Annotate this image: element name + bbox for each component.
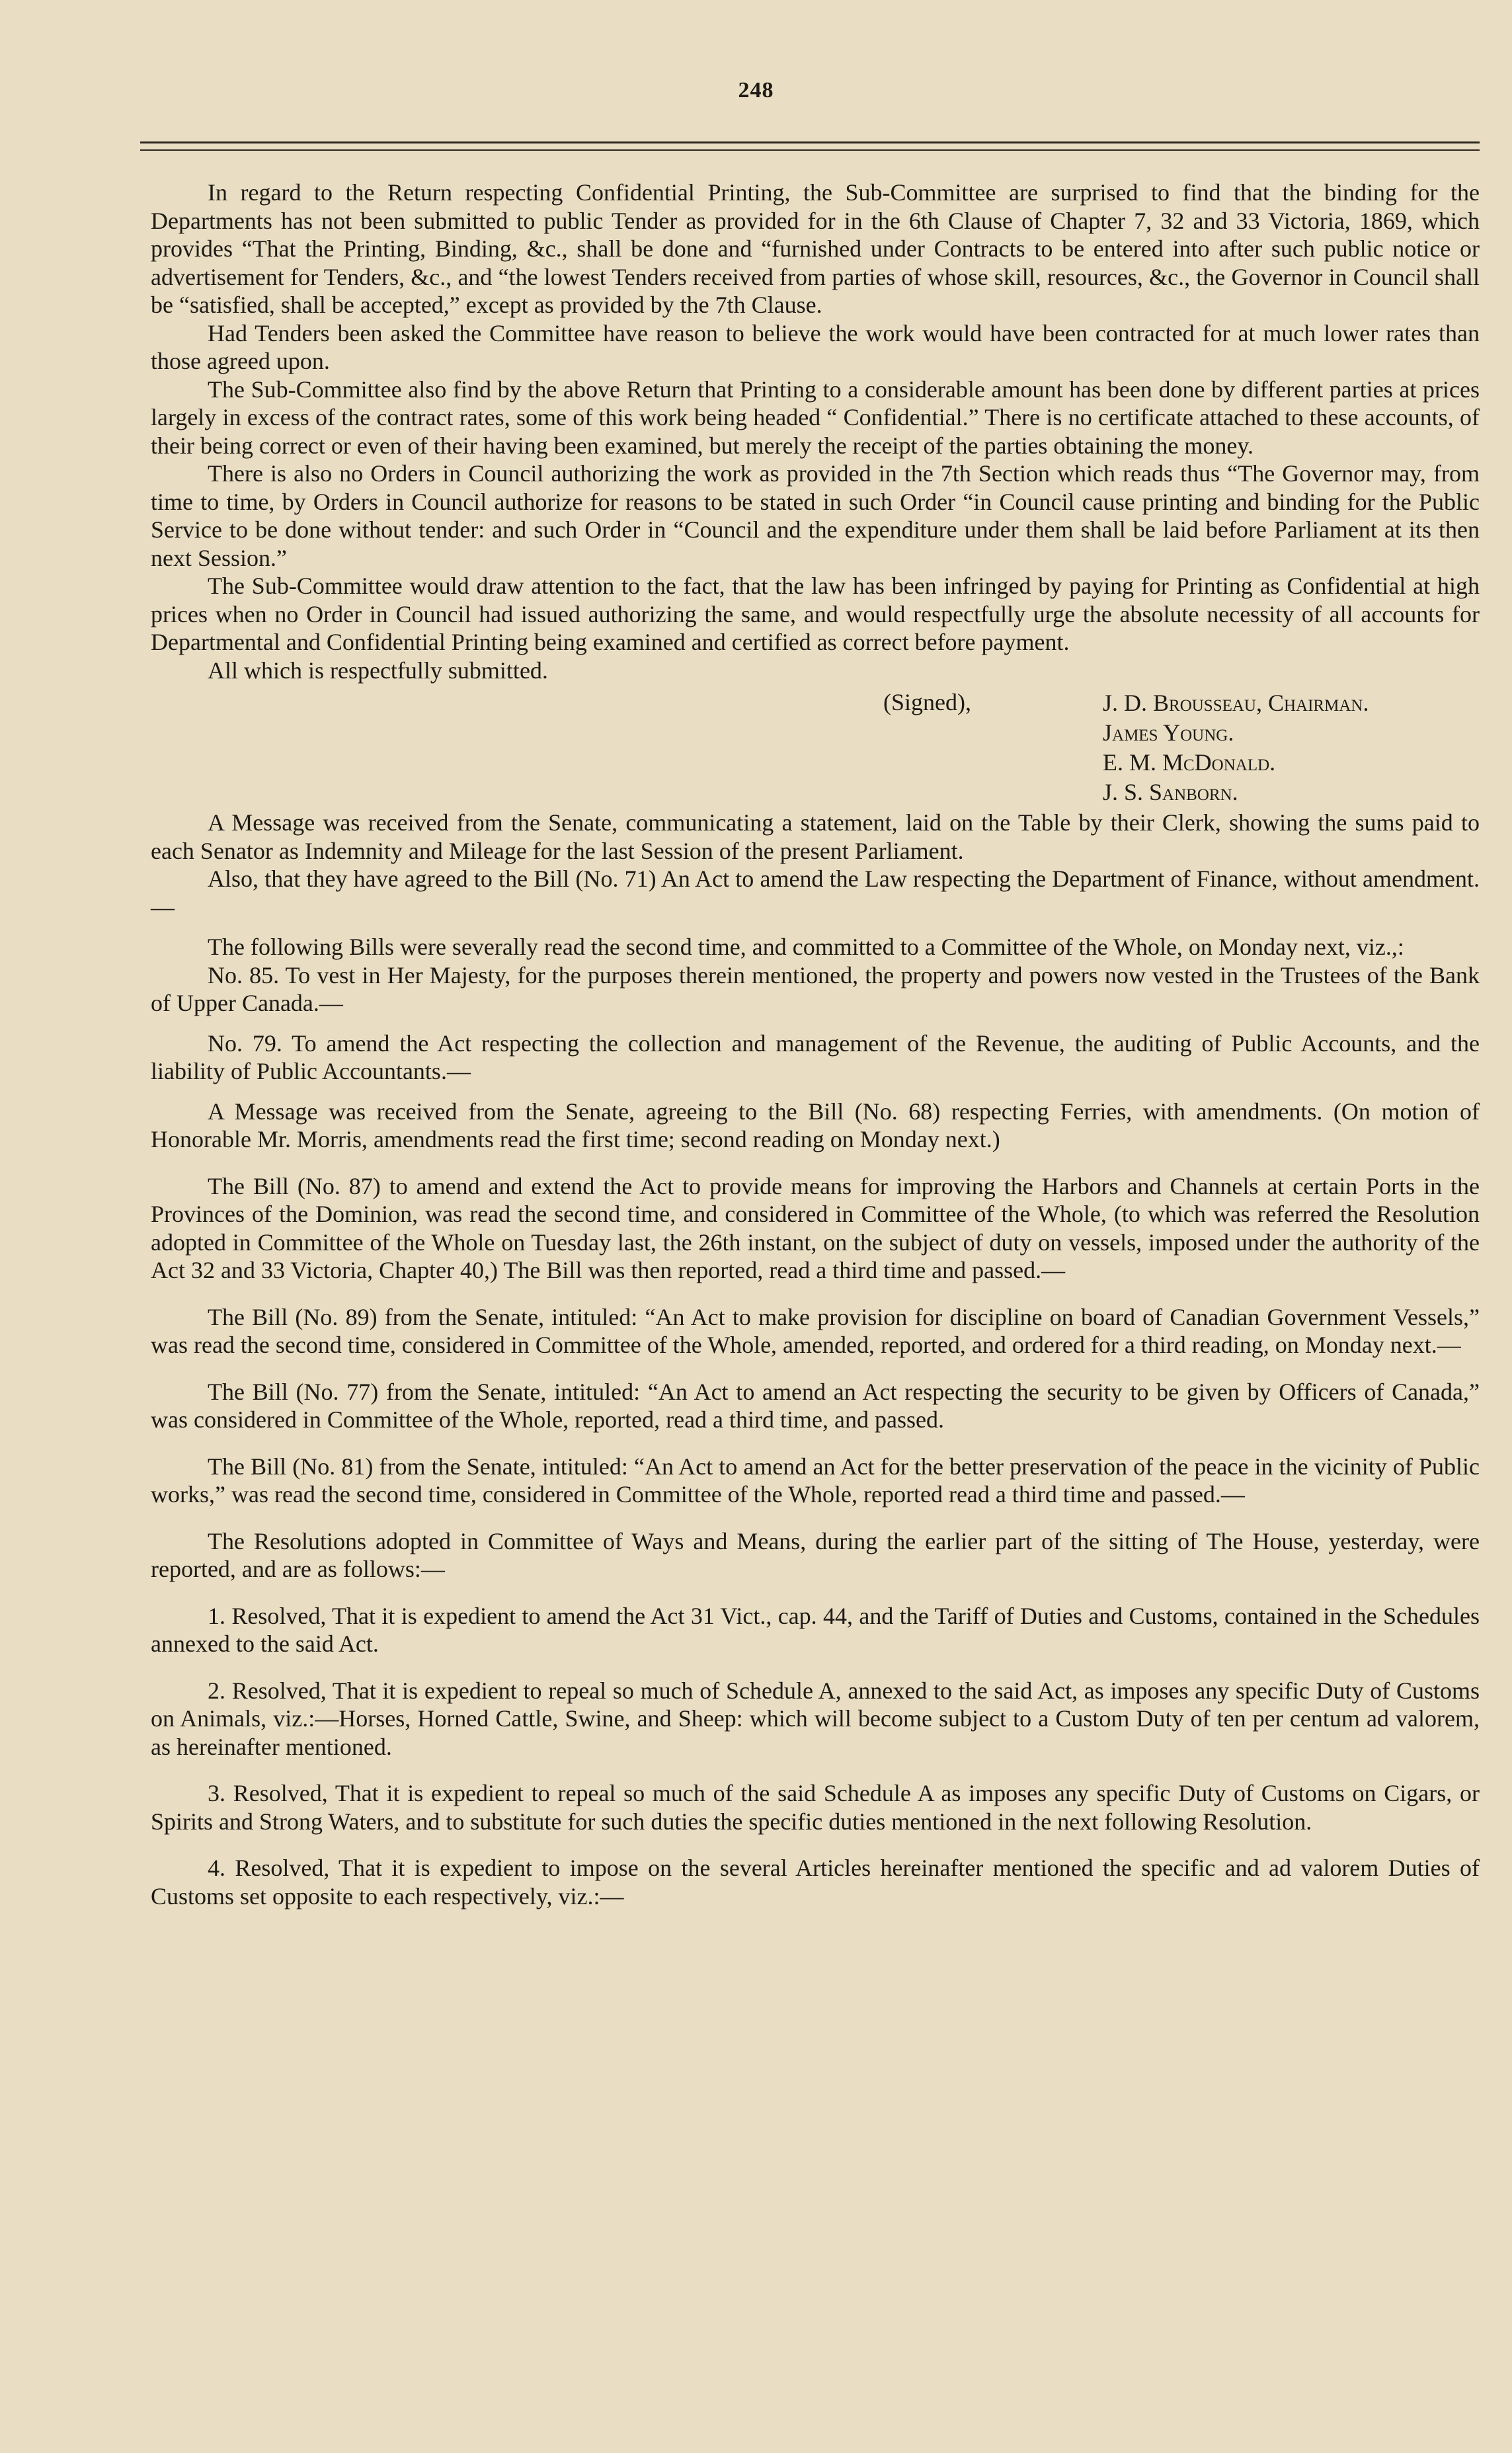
page-body bbox=[151, 179, 1480, 1910]
paragraph: The Bill (No. 89) from the Senate, intituled: “An Act to make provision for discipline on board of Canadian Government Vessels,” was read the second time, considered in Committee of the Whole, amended, reported, and ordered for a third reading, on Monday next.— bbox=[151, 1303, 1480, 1358]
signatory: J. S. Sanborn. bbox=[1103, 779, 1238, 805]
signatory-list bbox=[1103, 688, 1369, 807]
paragraph: The Bill (No. 77) from the Senate, intituled: “An Act to amend an Act respecting the security to be given by Officers of Canada,” was considered in Committee of the Whole, reported, read a third time, and passed. bbox=[151, 1378, 1480, 1433]
resolution-item: 1. Resolved, That it is expedient to amend the Act 31 Vict., cap. 44, and the Tariff of Duties and Customs, contained in the Schedules annexed to the said Act. bbox=[151, 1602, 1480, 1657]
paragraph: A Message was received from the Senate, communicating a statement, laid on the Table by their Clerk, showing the sums paid to each Senator as Indemnity and Mileage for the last Session of the present Parliament. bbox=[151, 809, 1480, 864]
paragraph: No. 79. To amend the Act respecting the collection and management of the Revenue, the auditing of Public Accounts, and the liability of Public Accountants.— bbox=[151, 1029, 1480, 1084]
page-number: 248 bbox=[738, 78, 774, 102]
paragraph: The Resolutions adopted in Committee of Ways and Means, during the earlier part of the sitting of The House, yesterday, were reported, and are as follows:— bbox=[151, 1527, 1480, 1582]
paragraph: The Sub-Committee would draw attention to the fact, that the law has been infringed by paying for Printing as Confidential at high prices when no Order in Council had issued authorizing the same, and would respectfully urge the absolute necessity of all accounts for Departmental and Confidential Printing being examined and certified as correct before payment. bbox=[151, 573, 1480, 655]
header-rule-double bbox=[140, 149, 1480, 151]
resolution-item: 2. Resolved, That it is expedient to repeal so much of Schedule A, annexed to the said Act, as imposes any specific Duty of Customs on Animals, viz.:—Horses, Horned Cattle, Swine, and Sheep: which will become subject to a Custom Duty of ten per centum ad valorem, as hereinafter mentioned. bbox=[151, 1677, 1480, 1760]
paragraph: There is also no Orders in Council authorizing the work as provided in the 7th Section which reads thus “The Governor may, from time to time, by Orders in Council authorize for reasons to be stated in such Order “in Council cause printing and binding for the Public Service to be done without tender: and such Order in “Council and the expenditure under them shall be laid before Parliament at its then next Session.” bbox=[151, 460, 1480, 571]
paragraph: In regard to the Return respecting Confidential Printing, the Sub-Committee are surprised to find that the binding for the Departments has not been submitted to public Tender as provided for in the 6th Clause of Chapter 7, 32 and 33 Victoria, 1869, which provides “That the Printing, Binding, &c., shall be done and “furnished under Contracts to be entered into after such public notice or advertisement for Tenders, &c., and “the lowest Tenders received from parties of whose skill, resources, &c., the Governor in Council shall be “satisfied, shall be accepted,” except as provided by the 7th Clause. bbox=[151, 179, 1480, 318]
resolution-item: 4. Resolved, That it is expedient to impose on the several Articles hereinafter mentioned the specific and ad valorem Duties of Customs set opposite to each respectively, viz.:— bbox=[151, 1855, 1480, 1910]
header-rule bbox=[140, 141, 1480, 143]
signatory: James Young. bbox=[1103, 719, 1234, 746]
resolution-item: 3. Resolved, That it is expedient to repeal so much of the said Schedule A as imposes any specific Duty of Customs on Cigars, or Spirits and Strong Waters, and to substitute for such duties the specific duties mentioned in the next following Resolution. bbox=[151, 1780, 1480, 1835]
paragraph: Also, that they have agreed to the Bill (No. 71) An Act to amend the Law respecting the Department of Finance, without amendment.— bbox=[151, 865, 1480, 920]
paragraph: The following Bills were severally read the second time, and committed to a Committee of the Whole, on Monday next, viz.,: bbox=[208, 934, 1404, 960]
signatory: E. M. McDonald. bbox=[1103, 749, 1276, 776]
paragraph: No. 85. To vest in Her Majesty, for the purposes therein mentioned, the property and powers now vested in the Trustees of the Bank of Upper Canada.— bbox=[151, 961, 1480, 1016]
paragraph: The Bill (No. 81) from the Senate, intituled: “An Act to amend an Act for the better preservation of the peace in the vicinity of Public works,” was read the second time, considered in Committee of the Whole, reported read a third time and passed.— bbox=[151, 1453, 1480, 1508]
paragraph: Had Tenders been asked the Committee have reason to believe the work would have been contracted for at much lower rates than those agreed upon. bbox=[151, 319, 1480, 374]
paragraph: A Message was received from the Senate, agreeing to the Bill (No. 68) respecting Ferries, with amendments. (On motion of Honorable Mr. Morris, amendments read the first time; second reading on Monday next.) bbox=[151, 1098, 1480, 1152]
paragraph: The Sub-Committee also find by the above Return that Printing to a considerable amount has been done by different parties at prices largely in excess of the contract rates, some of this work being headed “ Confidential.” There is no certificate attached to these accounts, of their being correct or even of their having been examined, but merely the receipt of the parties obtaining the money. bbox=[151, 376, 1480, 459]
paragraph: The Bill (No. 87) to amend and extend the Act to provide means for improving the Harbors and Channels at certain Ports in the Provinces of the Dominion, was read the second time, and considered in Committee of the Whole, (to which was referred the Resolution adopted in Committee of the Whole on Tuesday last, the 26th instant, on the subject of duty on vessels, imposed under the authority of the Act 32 and 33 Victoria, Chapter 40,) The Bill was then reported, read a third time and passed.— bbox=[151, 1172, 1480, 1283]
signature-block bbox=[151, 688, 1480, 809]
signatory: J. D. Brousseau, Chairman. bbox=[1103, 690, 1369, 716]
signed-label: (Signed), bbox=[883, 689, 971, 715]
paragraph: All which is respectfully submitted. bbox=[208, 657, 548, 684]
